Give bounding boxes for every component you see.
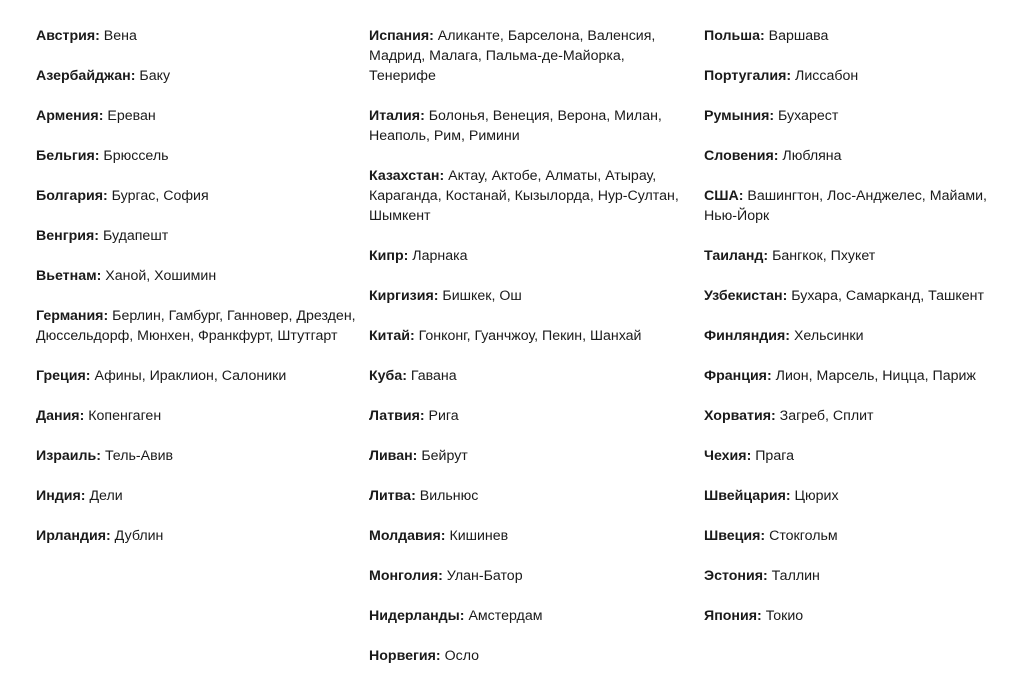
city-list: Бургас, София xyxy=(111,188,209,204)
city-list: Вашингтон, Лос-Анджелес, Майами, Нью-Йорк xyxy=(704,188,987,224)
country-name: Япония xyxy=(704,608,758,624)
list-item xyxy=(704,66,1014,86)
separator: : xyxy=(96,268,106,284)
list-item xyxy=(369,246,689,266)
separator: : xyxy=(80,488,90,504)
separator: : xyxy=(782,288,792,304)
country-name: Китай xyxy=(369,328,410,344)
country-name: Индия xyxy=(36,488,81,504)
list-item xyxy=(704,366,1014,386)
country-name: Венгрия xyxy=(36,228,95,244)
list-item xyxy=(36,406,356,426)
city-list: Хельсинки xyxy=(793,328,864,344)
list-item xyxy=(36,26,356,46)
country-name: Бельгия xyxy=(36,148,95,164)
country-name: Казахстан xyxy=(369,168,440,184)
list-item xyxy=(704,566,1014,586)
city-list: Афины, Ираклион, Салоники xyxy=(94,368,287,384)
city-list: Таллин xyxy=(771,568,820,584)
city-list: Вена xyxy=(103,28,137,44)
list-item xyxy=(704,486,1014,506)
list-item xyxy=(369,566,689,586)
separator: : xyxy=(438,568,447,584)
list-item xyxy=(36,146,356,166)
list-item xyxy=(369,26,689,86)
list-item xyxy=(704,106,1014,126)
separator: : xyxy=(412,448,422,464)
list-item xyxy=(369,166,689,226)
country-name: Дания xyxy=(36,408,80,424)
separator: : xyxy=(95,28,104,44)
list-item xyxy=(36,226,356,246)
separator: : xyxy=(760,528,770,544)
list-item xyxy=(36,266,356,286)
separator: : xyxy=(759,28,769,44)
separator: : xyxy=(762,568,772,584)
list-item xyxy=(369,366,689,386)
country-name: Молдавия xyxy=(369,528,441,544)
list-item xyxy=(704,326,1014,346)
separator: : xyxy=(435,648,445,664)
city-list: Кишинев xyxy=(449,528,509,544)
separator: : xyxy=(785,328,794,344)
list-item xyxy=(704,26,1014,46)
city-list: Копенгаген xyxy=(88,408,162,424)
list-item xyxy=(369,646,689,666)
country-name: Куба xyxy=(369,368,403,384)
country-name: Италия xyxy=(369,108,421,124)
city-list: Варшава xyxy=(768,28,829,44)
country-name: Хорватия xyxy=(704,408,771,424)
separator: : xyxy=(94,228,103,244)
city-list: Бухарест xyxy=(778,108,839,124)
list-item xyxy=(36,306,356,346)
list-item xyxy=(36,66,356,86)
city-list: Будапешт xyxy=(102,228,169,244)
city-list: Берлин, Гамбург, Ганновер, Дрезден, Дюссельдорф, Мюнхен, Франкфурт, Штутгарт xyxy=(36,308,356,344)
country-name: Словения xyxy=(704,148,774,164)
city-list: Бейрут xyxy=(421,448,468,464)
list-item xyxy=(369,606,689,626)
list-item xyxy=(36,106,356,126)
list-item xyxy=(369,406,689,426)
country-name: Финляндия xyxy=(704,328,786,344)
city-list: Рига xyxy=(428,408,459,424)
country-name: Ливан xyxy=(369,448,413,464)
column-1 xyxy=(36,26,356,566)
separator: : xyxy=(79,408,89,424)
list-item xyxy=(369,446,689,466)
city-list: Цюрих xyxy=(794,488,839,504)
country-name: Румыния xyxy=(704,108,770,124)
country-name: Армения xyxy=(36,108,99,124)
separator: : xyxy=(429,28,438,44)
separator: : xyxy=(96,448,105,464)
country-name: Узбекистан xyxy=(704,288,783,304)
country-name: США xyxy=(704,188,739,204)
separator: : xyxy=(103,188,112,204)
country-name: Греция xyxy=(36,368,86,384)
country-name: Израиль xyxy=(36,448,97,464)
country-name: Норвегия xyxy=(369,648,436,664)
country-name: Швеция xyxy=(704,528,761,544)
city-list: Осло xyxy=(444,648,480,664)
separator: : xyxy=(440,528,450,544)
separator: : xyxy=(420,108,429,124)
list-item xyxy=(704,186,1014,226)
separator: : xyxy=(419,408,429,424)
city-list: Дублин xyxy=(114,528,164,544)
list-item xyxy=(369,286,689,306)
country-name: Португалия xyxy=(704,68,787,84)
separator: : xyxy=(763,248,773,264)
list-item xyxy=(369,326,689,346)
country-name: Болгария xyxy=(36,188,103,204)
city-list: Гонконг, Гуанчжоу, Пекин, Шанхай xyxy=(418,328,642,344)
country-name: Монголия xyxy=(369,568,439,584)
city-list: Аликанте, Барселона, Валенсия, Мадрид, Малага, Пальма-де-Майорка, Тенерифе xyxy=(369,28,656,84)
city-list: Ереван xyxy=(107,108,156,124)
country-name: Таиланд xyxy=(704,248,764,264)
city-list: Ханой, Хошимин xyxy=(105,268,217,284)
separator: : xyxy=(459,608,469,624)
separator: : xyxy=(402,368,411,384)
city-list: Вильнюс xyxy=(419,488,479,504)
country-name: Испания xyxy=(369,28,430,44)
separator: : xyxy=(770,408,780,424)
country-name: Литва xyxy=(369,488,412,504)
country-name: Азербайджан xyxy=(36,68,131,84)
separator: : xyxy=(94,148,104,164)
country-name: Чехия xyxy=(704,448,747,464)
list-item xyxy=(36,366,356,386)
country-name: Эстония xyxy=(704,568,763,584)
list-item xyxy=(36,186,356,206)
city-list: Бишкек, Ош xyxy=(442,288,522,304)
city-list: Лиссабон xyxy=(795,68,859,84)
city-list: Прага xyxy=(755,448,794,464)
city-list: Лион, Марсель, Ницца, Париж xyxy=(775,368,976,384)
city-list: Дели xyxy=(89,488,123,504)
country-name: Швейцария xyxy=(704,488,786,504)
separator: : xyxy=(769,108,779,124)
city-list: Баку xyxy=(139,68,171,84)
country-name: Польша xyxy=(704,28,760,44)
list-item xyxy=(369,106,689,146)
city-list: Гавана xyxy=(410,368,457,384)
country-name: Латвия xyxy=(369,408,420,424)
list-item xyxy=(36,446,356,466)
country-name: Франция xyxy=(704,368,767,384)
city-list: Болонья, Венеция, Верона, Милан, Неаполь, Рим, Римини xyxy=(369,108,662,144)
city-list: Загреб, Сплит xyxy=(779,408,874,424)
city-list: Бангкок, Пхукет xyxy=(772,248,876,264)
city-list: Брюссель xyxy=(103,148,169,164)
city-list: Ларнака xyxy=(412,248,468,264)
country-name: Кипр xyxy=(369,248,404,264)
city-list: Тель-Авив xyxy=(104,448,174,464)
separator: : xyxy=(130,68,140,84)
country-name: Ирландия xyxy=(36,528,106,544)
city-list: Токио xyxy=(765,608,804,624)
city-list: Актау, Актобе, Алматы, Атырау, Караганда, Костанай, Кызылорда, Нур-Султан, Шымкент xyxy=(369,168,679,224)
separator: : xyxy=(106,528,115,544)
separator: : xyxy=(98,108,108,124)
list-item xyxy=(36,526,356,546)
list-item xyxy=(369,526,689,546)
city-list: Амстердам xyxy=(468,608,543,624)
column-2 xyxy=(369,26,689,686)
country-name: Киргизия xyxy=(369,288,434,304)
list-item xyxy=(704,246,1014,266)
list-item xyxy=(704,606,1014,626)
city-list: Стокгольм xyxy=(769,528,838,544)
separator: : xyxy=(439,168,449,184)
list-item xyxy=(369,486,689,506)
list-item xyxy=(704,526,1014,546)
separator: : xyxy=(785,488,795,504)
separator: : xyxy=(409,328,419,344)
city-list: Бухара, Самарканд, Ташкент xyxy=(791,288,984,304)
separator: : xyxy=(757,608,766,624)
separator: : xyxy=(766,368,776,384)
list-item xyxy=(704,406,1014,426)
separator: : xyxy=(773,148,783,164)
separator: : xyxy=(738,188,748,204)
list-item xyxy=(704,146,1014,166)
separator: : xyxy=(103,308,113,324)
country-name: Нидерланды xyxy=(369,608,460,624)
separator: : xyxy=(786,68,796,84)
separator: : xyxy=(746,448,756,464)
list-item xyxy=(36,486,356,506)
country-name: Германия xyxy=(36,308,104,324)
list-item xyxy=(704,446,1014,466)
column-3 xyxy=(704,26,1014,646)
separator: : xyxy=(433,288,443,304)
city-list: Улан-Батор xyxy=(446,568,523,584)
separator: : xyxy=(85,368,95,384)
country-name: Вьетнам xyxy=(36,268,97,284)
city-list: Любляна xyxy=(782,148,842,164)
list-item xyxy=(704,286,1014,306)
country-name: Австрия xyxy=(36,28,96,44)
separator: : xyxy=(403,248,413,264)
separator: : xyxy=(411,488,420,504)
